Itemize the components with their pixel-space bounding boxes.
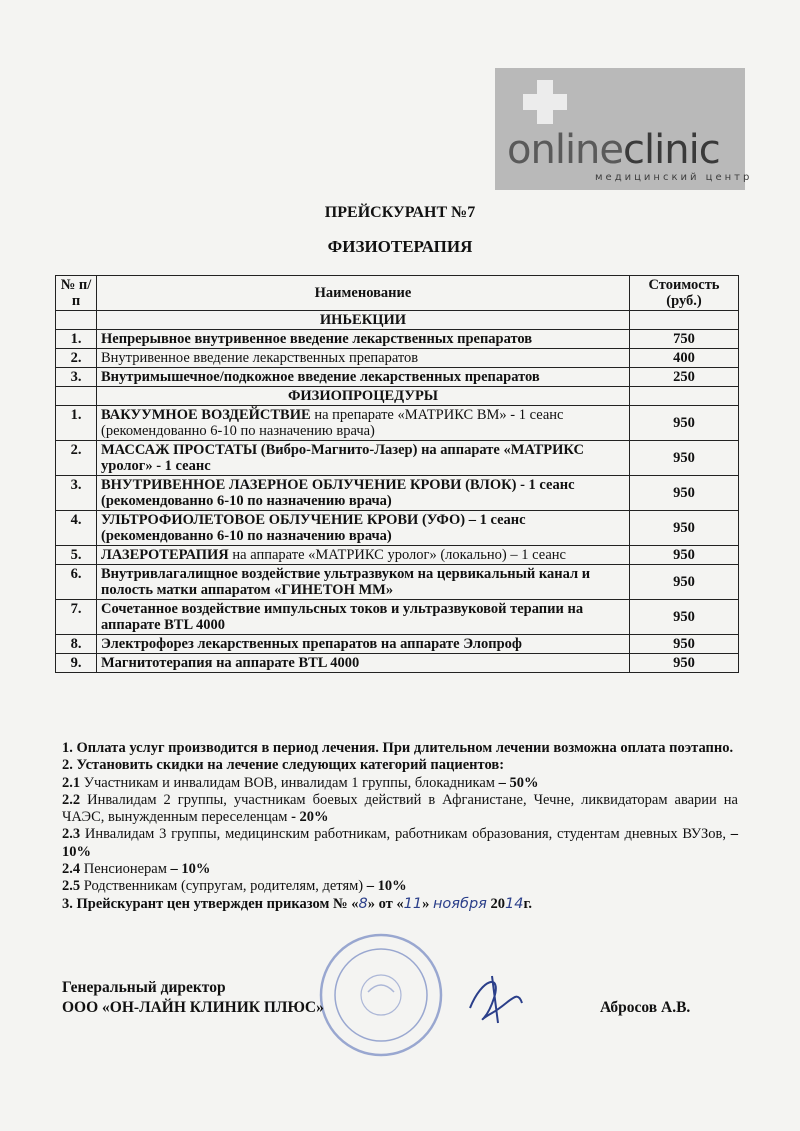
row-num: 3. xyxy=(56,368,97,387)
section-title: ФИЗИОПРОЦЕДУРЫ xyxy=(97,387,630,406)
medical-cross-icon xyxy=(523,80,567,124)
price-table xyxy=(55,275,739,673)
logo-wordmark: onlineclinic xyxy=(507,127,720,173)
discount-item: 2.2 Инвалидам 2 группы, участникам боевых действий в Афганистане, Чечне, ликвидаторам аварии на ЧАЭС, вынужденным переселенцам - 20% xyxy=(62,791,738,826)
row-name: Магнитотерапия на аппарате BTL 4000 xyxy=(97,654,630,673)
discount-item: 2.5 Родственникам (супругам, родителям, детям) – 10% xyxy=(62,878,407,895)
row-cost: 950 xyxy=(630,565,739,600)
table-row xyxy=(56,600,739,635)
signer-name: Абросов А.В. xyxy=(600,999,691,1016)
row-cost: 750 xyxy=(630,330,739,349)
row-num: 1. xyxy=(56,330,97,349)
note-payment: 1. Оплата услуг производится в период лечения. При длительном лечении возможна оплата поэтапно. xyxy=(62,740,734,756)
company-name: ООО «ОН-ЛАЙН КЛИНИК ПЛЮС» xyxy=(62,999,324,1016)
row-name: Сочетанное воздействие импульсных токов и ультразвуковой терапии на аппарате BTL 4000 xyxy=(97,600,630,635)
row-num: 3. xyxy=(56,476,97,511)
row-name: Внутривлагалищное воздействие ультразвуком на цервикальный канал и полость матки аппаратом «ГИНЕТОН ММ» xyxy=(97,565,630,600)
table-row xyxy=(56,546,739,565)
logo-subtitle: медицинский центр xyxy=(595,172,753,183)
clinic-logo xyxy=(495,68,753,190)
order-number: 8 xyxy=(358,895,368,912)
row-name: Электрофорез лекарственных препаратов на аппарате Элопроф xyxy=(97,635,630,654)
row-name: Непрерывное внутривенное введение лекарственных препаратов xyxy=(97,330,630,349)
row-name: Внутривенное введение лекарственных препаратов xyxy=(97,349,630,368)
row-cost: 400 xyxy=(630,349,739,368)
table-row xyxy=(56,368,739,387)
order-day: 11 xyxy=(403,895,423,912)
row-cost: 950 xyxy=(630,511,739,546)
row-cost: 950 xyxy=(630,406,739,441)
signature-block xyxy=(62,978,742,1018)
notes-block xyxy=(62,740,738,913)
row-num: 8. xyxy=(56,635,97,654)
row-num: 6. xyxy=(56,565,97,600)
row-name: МАССАЖ ПРОСТАТЫ (Вибро-Магнито-Лазер) на аппарате «МАТРИКС уролог» - 1 сеанс xyxy=(97,441,630,476)
row-name: ВНУТРИВЕННОЕ ЛАЗЕРНОЕ ОБЛУЧЕНИЕ КРОВИ (ВЛОК) - 1 сеанс (рекомендованно 6-10 по назначению врача) xyxy=(97,476,630,511)
row-cost: 950 xyxy=(630,654,739,673)
table-row xyxy=(56,441,739,476)
header-cost: Стоимость (руб.) xyxy=(630,276,739,311)
signer-position: Генеральный директор xyxy=(62,979,226,996)
table-row xyxy=(56,565,739,600)
table-row xyxy=(56,635,739,654)
row-cost: 950 xyxy=(630,476,739,511)
header-name: Наименование xyxy=(97,276,630,311)
row-name: ВАКУУМНОЕ ВОЗДЕЙСТВИЕ на препарате «МАТРИКС ВМ» - 1 сеанс (рекомендованно 6-10 по назначению врача) xyxy=(97,406,630,441)
row-num: 9. xyxy=(56,654,97,673)
table-row xyxy=(56,349,739,368)
row-cost: 950 xyxy=(630,546,739,565)
order-year: 14 xyxy=(505,895,524,912)
row-cost: 250 xyxy=(630,368,739,387)
table-row xyxy=(56,654,739,673)
row-num: 2. xyxy=(56,441,97,476)
row-cost: 950 xyxy=(630,600,739,635)
row-num: 4. xyxy=(56,511,97,546)
row-num: 7. xyxy=(56,600,97,635)
table-row xyxy=(56,476,739,511)
row-cost: 950 xyxy=(630,635,739,654)
row-name: УЛЬТРОФИОЛЕТОВОЕ ОБЛУЧЕНИЕ КРОВИ (УФО) – 1 сеанс (рекомендованно 6-10 по назначению врача) xyxy=(97,511,630,546)
section-title: ИНЬЕКЦИИ xyxy=(97,311,630,330)
header-num: № п/п xyxy=(56,276,97,311)
row-cost: 950 xyxy=(630,441,739,476)
note-order: 3. Прейскурант цен утвержден приказом № «8» от «11» ноября 2014г. xyxy=(62,895,533,912)
row-num: 1. xyxy=(56,406,97,441)
discount-item: 2.1 Участникам и инвалидам ВОВ, инвалидам 1 группы, блокадникам – 50% xyxy=(62,774,539,791)
row-num: 2. xyxy=(56,349,97,368)
document-title: ПРЕЙСКУРАНТ №7 xyxy=(324,204,476,221)
document-subtitle: ФИЗИОТЕРАПИЯ xyxy=(327,237,473,256)
section-row xyxy=(56,311,739,330)
row-name: ЛАЗЕРОТЕРАПИЯ на аппарате «МАТРИКС уролог» (локально) – 1 сеанс xyxy=(97,546,630,565)
order-month: ноября xyxy=(432,895,487,912)
table-header-row xyxy=(56,276,739,311)
discount-item: 2.4 Пенсионерам – 10% xyxy=(62,861,211,878)
note-discounts: 2. Установить скидки на лечение следующих категорий пациентов: xyxy=(62,757,505,774)
table-row xyxy=(56,330,739,349)
table-row xyxy=(56,511,739,546)
table-row xyxy=(56,406,739,441)
discount-item: 2.3 Инвалидам 3 группы, медицинским работникам, работникам образования, студентам дневных ВУЗов, – 10% xyxy=(62,826,738,860)
row-name: Внутримышечное/подкожное введение лекарственных препаратов xyxy=(97,368,630,387)
section-row xyxy=(56,387,739,406)
row-num: 5. xyxy=(56,546,97,565)
